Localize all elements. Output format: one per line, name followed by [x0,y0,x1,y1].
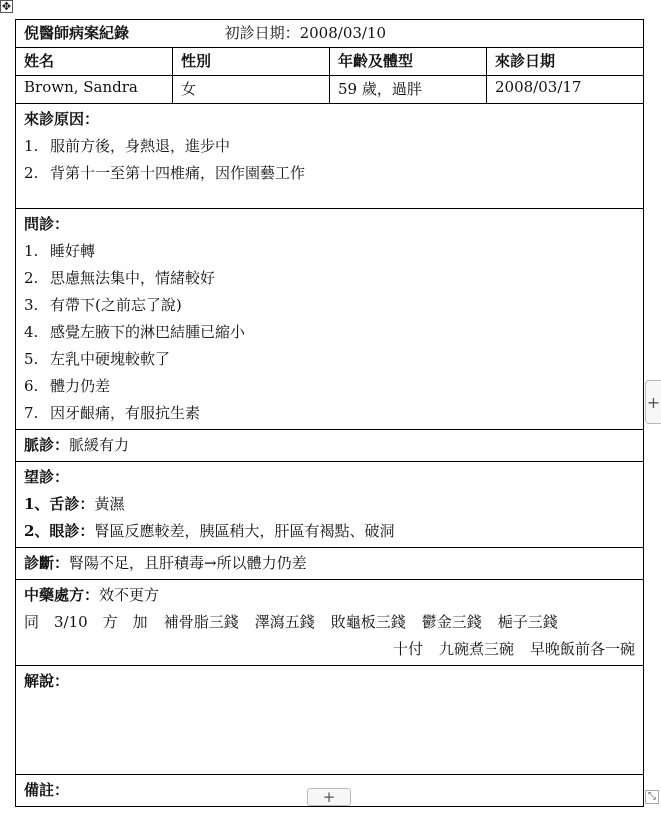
list-item: 2. 思慮無法集中，情緒較好 [24,269,216,287]
patient-age-build[interactable]: 59 歲，過胖 [330,76,487,104]
list-item: 5. 左乳中硬塊較軟了 [24,350,171,368]
header-row [16,48,644,76]
reason-label: 來診原因： [24,110,100,128]
sex-header[interactable]: 性別 [173,48,330,76]
prescription-item: 補骨脂三錢 [163,613,239,631]
prescription-item: 澤瀉五錢 [254,613,315,631]
prescription-cell[interactable] [16,580,644,666]
prescription-item: 九碗煮三碗 [438,640,514,658]
name-header[interactable]: 姓名 [16,48,173,76]
table-move-handle-icon[interactable]: ✥ [1,0,12,13]
prescription-item: 梔子三錢 [497,613,558,631]
diagnosis-cell[interactable] [16,548,644,580]
prescription-note: 效不更方 [99,586,160,604]
list-item: 6. 體力仍差 [24,377,111,395]
diagnosis-row [16,548,644,580]
diagnosis-label: 診斷： [24,554,70,572]
add-column-button[interactable]: + [645,380,661,424]
first-visit-label: 初診日期： [224,24,300,42]
prescription-row [16,580,644,666]
pulse-text: 脈緩有力 [69,436,130,454]
list-item: 1. 服前方後，身熱退，進步中 [24,137,231,155]
observation-label: 望診： [24,468,70,486]
patient-row [16,76,644,104]
pulse-cell[interactable] [16,430,644,462]
pulse-row [16,430,644,462]
prescription-item: 敗龜板三錢 [330,613,406,631]
inquiry-cell[interactable] [16,209,644,430]
list-item: 1. 睡好轉 [24,242,96,260]
add-row-button[interactable]: + [307,788,351,806]
eye-text: 腎區反應較差，胰區稍大，肝區有褐點、破洞 [94,522,395,540]
pulse-label: 脈診： [24,436,70,454]
prescription-item: 同 3/10 方 加 [24,613,148,631]
remarks-label: 備註： [24,781,70,799]
inquiry-label: 問診： [24,215,70,233]
explanation-cell[interactable] [16,666,644,775]
inquiry-row [16,209,644,430]
record-title: 倪醫師病案紀錄 [24,24,130,42]
tongue-label: 1、舌診： [24,495,95,513]
list-item: 4. 感覺左腋下的淋巴結腫已縮小 [24,323,246,341]
explanation-label: 解說： [24,672,70,690]
observation-cell[interactable] [16,462,644,548]
prescription-item: 十付 [392,640,423,658]
list-item: 7. 因牙齦痛，有服抗生素 [24,404,201,422]
first-visit-date: 2008/03/10 [299,24,387,42]
title-cell[interactable] [16,20,644,48]
age-build-header[interactable]: 年齡及體型 [330,48,487,76]
prescription-line-1 [24,609,635,636]
visit-date-header[interactable]: 來診日期 [487,48,644,76]
prescription-item: 鬱金三錢 [421,613,482,631]
tongue-text: 黃濕 [94,495,125,513]
diagnosis-text: 腎陽不足，且肝積毒→所以體力仍差 [69,554,307,572]
observation-row [16,462,644,548]
title-row [16,20,644,48]
list-item: 3. 有帶下(之前忘了說) [24,296,182,314]
patient-visit-date[interactable]: 2008/03/17 [487,76,644,104]
eye-label: 2、眼診： [24,522,95,540]
prescription-label: 中藥處方： [24,586,100,604]
table-resize-icon[interactable]: ⤡ [645,790,659,804]
reason-cell[interactable] [16,104,644,209]
prescription-item: 早晚飯前各一碗 [529,640,635,658]
reason-row [16,104,644,209]
explanation-row [16,666,644,775]
list-item: 2. 背第十一至第十四椎痛，因作園藝工作 [24,164,306,182]
medical-record-table [15,19,644,807]
patient-sex[interactable]: 女 [173,76,330,104]
prescription-line-2 [24,636,635,663]
patient-name[interactable]: Brown, Sandra [16,76,173,104]
